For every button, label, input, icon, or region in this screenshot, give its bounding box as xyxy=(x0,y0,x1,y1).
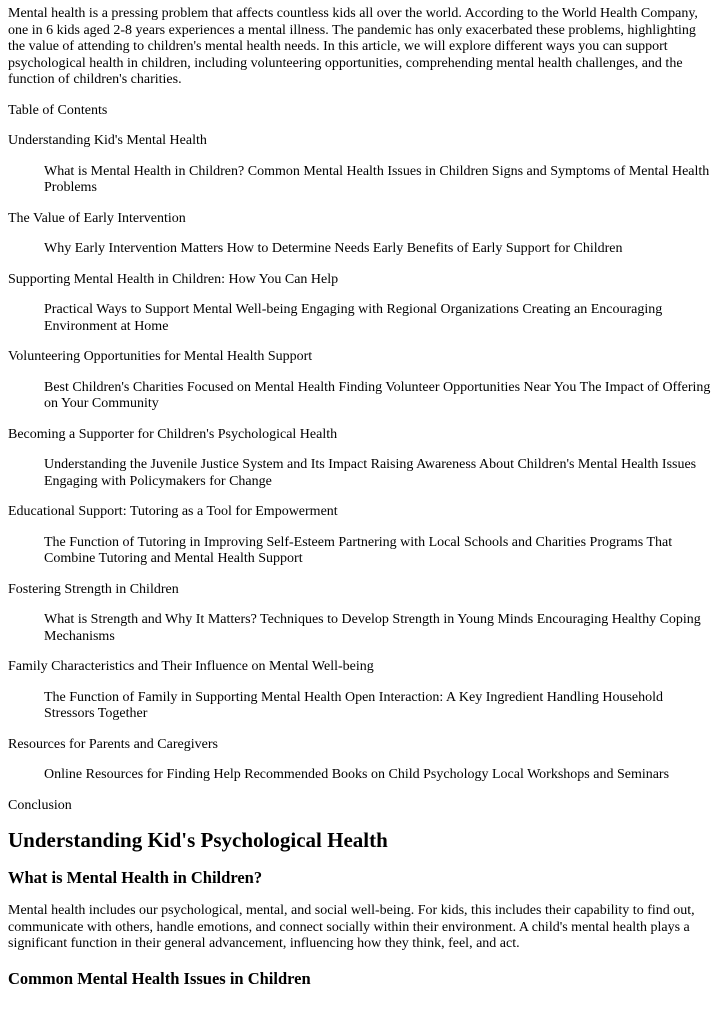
intro-paragraph: Mental health is a pressing problem that affects countless kids all over the world. According to the World Health Company, one in 6 kids aged 2-8 years experiences a mental illness. The pandemic has only exacerbated these problems, highlighting the value of attending to children's mental health needs. In this article, we will explore different ways you can support psychological health in children, including volunteering opportunities, comprehending mental health challenges, and the function of children's charities. xyxy=(8,6,698,87)
toc-section-7 xyxy=(8,582,712,646)
body-paragraph: Mental health includes our psychological, mental, and social well-being. For kids, this includes their capability to find out, communicate with others, handle emotions, and connect socially within their environment. A child's mental health plays a significant function in their general advancement, influencing how they think, feel, and act. xyxy=(8,903,695,951)
toc-subitems[interactable]: Understanding the Juvenile Justice System and Its Impact Raising Awareness About Children's Mental Health Issues Engaging with Policymakers for Change xyxy=(44,457,697,489)
toc-subitems[interactable]: What is Strength and Why It Matters? Techniques to Develop Strength in Young Minds Encouraging Healthy Coping Mechanisms xyxy=(44,612,701,644)
toc-section-1 xyxy=(8,133,712,197)
toc-section-3 xyxy=(8,272,712,336)
subsection-heading: Common Mental Health Issues in Children xyxy=(8,968,311,988)
toc-conclusion[interactable]: Conclusion xyxy=(8,797,72,813)
toc-section-8 xyxy=(8,659,712,723)
toc-title: Table of Contents xyxy=(8,102,108,118)
toc-section-2 xyxy=(8,211,712,258)
toc-subitems[interactable]: What is Mental Health in Children? Common Mental Health Issues in Children Signs and Symptoms of Mental Health Problems xyxy=(44,163,710,195)
toc-section-5 xyxy=(8,427,712,491)
toc-section-title[interactable]: Supporting Mental Health in Children: How You Can Help xyxy=(8,271,339,287)
toc-section-title[interactable]: Family Characteristics and Their Influence on Mental Well-being xyxy=(8,659,374,674)
toc-section-title[interactable]: Resources for Parents and Caregivers xyxy=(8,736,218,752)
toc-subitems[interactable]: Online Resources for Finding Help Recommended Books on Child Psychology Local Workshops and Seminars xyxy=(44,767,670,782)
section-heading: Understanding Kid's Psychological Health xyxy=(8,828,388,852)
toc-section-title[interactable]: The Value of Early Intervention xyxy=(8,210,186,226)
toc-section-title[interactable]: Understanding Kid's Mental Health xyxy=(8,133,207,148)
toc-section-4 xyxy=(8,349,712,413)
toc-subitems[interactable]: Why Early Intervention Matters How to Determine Needs Early Benefits of Early Support for Children xyxy=(44,241,623,256)
toc-section-title[interactable]: Volunteering Opportunities for Mental Health Support xyxy=(8,349,313,364)
toc-subitems[interactable]: The Function of Family in Supporting Mental Health Open Interaction: A Key Ingredient Handling Household Stressors Together xyxy=(44,689,664,721)
toc-section-title[interactable]: Becoming a Supporter for Children's Psychological Health xyxy=(8,426,338,442)
toc-subitems[interactable]: Best Children's Charities Focused on Mental Health Finding Volunteer Opportunities Near You The Impact of Offering on Your Community xyxy=(44,379,711,411)
toc-section-title[interactable]: Educational Support: Tutoring as a Tool for Empowerment xyxy=(8,504,338,519)
toc-section-9 xyxy=(8,737,712,784)
subsection-heading: What is Mental Health in Children? xyxy=(8,868,263,887)
toc-subitems[interactable]: Practical Ways to Support Mental Well-being Engaging with Regional Organizations Creating an Encouraging Environment at Home xyxy=(44,302,663,334)
toc-subitems[interactable]: The Function of Tutoring in Improving Self-Esteem Partnering with Local Schools and Charities Programs That Combine Tutoring and Mental Health Support xyxy=(44,534,673,566)
toc-section-title[interactable]: Fostering Strength in Children xyxy=(8,581,179,597)
toc-section-6 xyxy=(8,504,712,568)
